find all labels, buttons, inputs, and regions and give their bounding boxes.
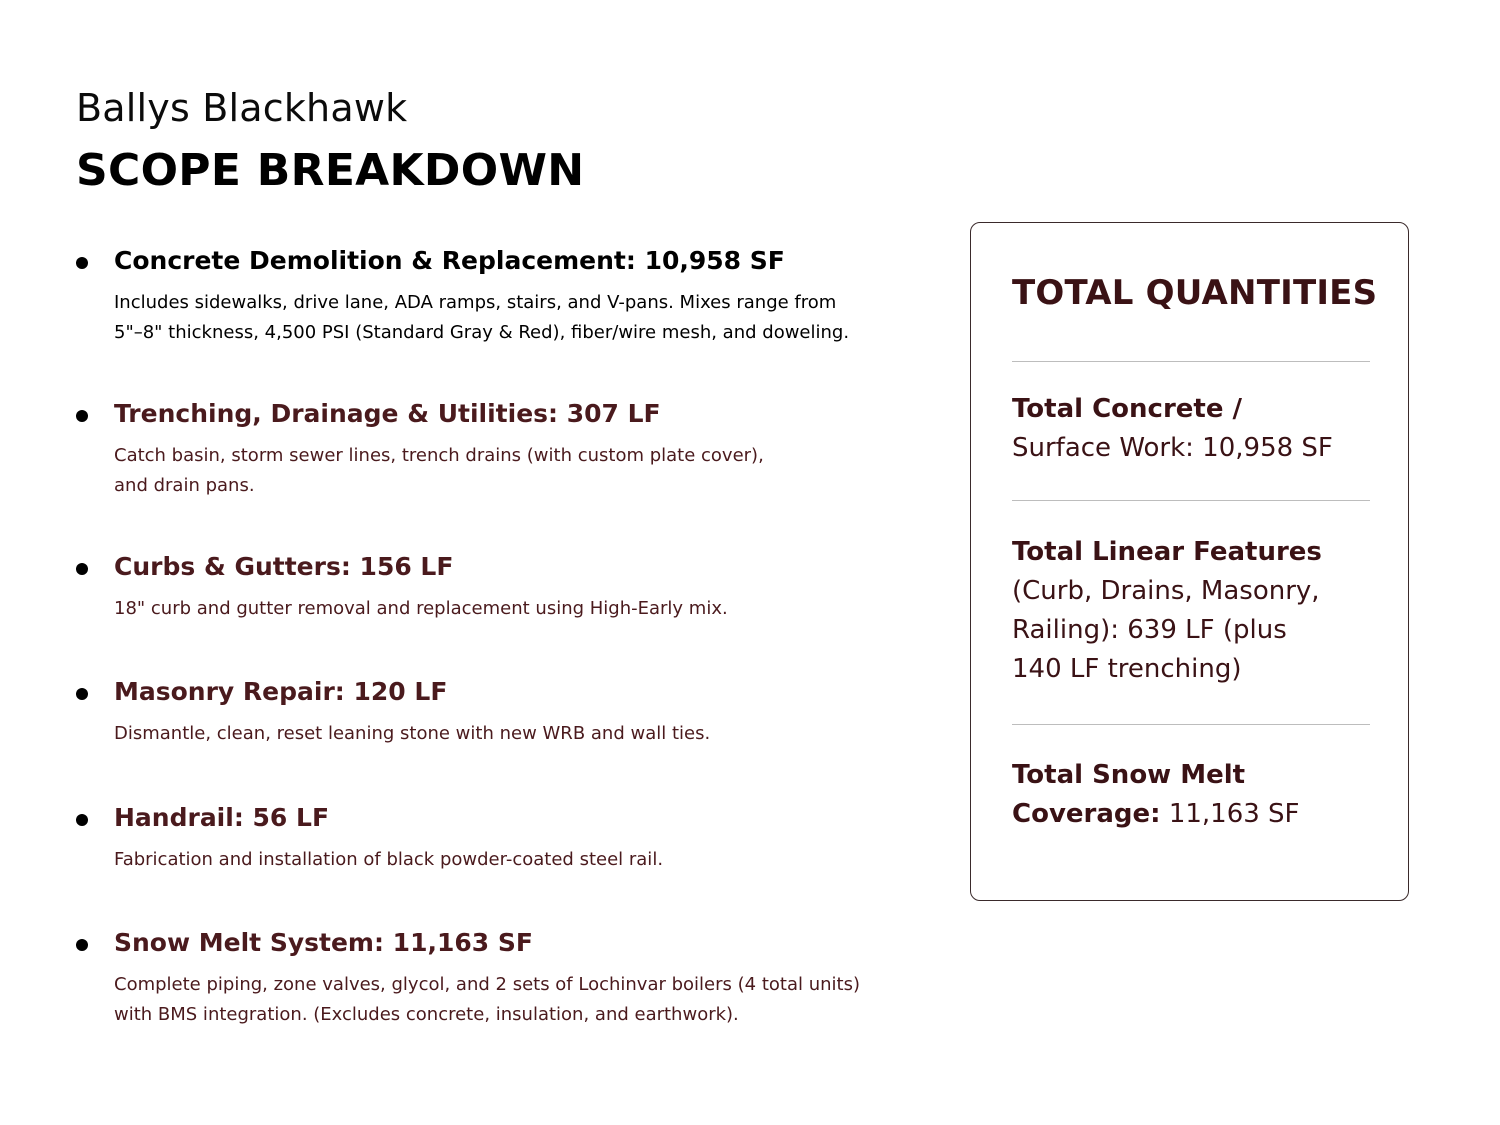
totals-title: TOTAL QUANTITIES bbox=[1012, 273, 1378, 313]
description-line: Includes sidewalks, drive lane, ADA ramps, stairs, and V-pans. Mixes range from bbox=[114, 292, 837, 313]
total-linear-line: 140 LF trenching) bbox=[1012, 654, 1242, 684]
scope-item-masonry bbox=[76, 673, 906, 749]
scope-item-heading: Masonry Repair: 120 LF bbox=[114, 677, 448, 706]
total-concrete bbox=[1012, 390, 1372, 468]
total-linear-line: (Curb, Drains, Masonry, bbox=[1012, 576, 1320, 606]
description-line: with BMS integration. (Excludes concrete, insulation, and earthwork). bbox=[114, 1004, 739, 1025]
bullet-icon bbox=[76, 939, 88, 951]
total-linear-features bbox=[1012, 533, 1372, 689]
scope-item-description bbox=[114, 970, 906, 1030]
description-line: Dismantle, clean, reset leaning stone with new WRB and wall ties. bbox=[114, 723, 711, 744]
scope-item-curbs bbox=[76, 548, 906, 624]
scope-item-description bbox=[114, 441, 906, 501]
scope-item-heading: Snow Melt System: 11,163 SF bbox=[114, 928, 533, 957]
total-snow-label: Coverage: bbox=[1012, 799, 1161, 829]
scope-item-heading: Curbs & Gutters: 156 LF bbox=[114, 552, 454, 581]
description-line: 18" curb and gutter removal and replacement using High-Early mix. bbox=[114, 598, 728, 619]
document-subtitle: Ballys Blackhawk bbox=[76, 86, 408, 130]
description-line: 5"–8" thickness, 4,500 PSI (Standard Gray & Red), fiber/wire mesh, and doweling. bbox=[114, 322, 850, 343]
bullet-icon bbox=[76, 257, 88, 269]
divider bbox=[1012, 724, 1370, 725]
description-line: Fabrication and installation of black powder-coated steel rail. bbox=[114, 849, 664, 870]
bullet-icon bbox=[76, 410, 88, 422]
divider bbox=[1012, 361, 1370, 362]
scope-item-description bbox=[114, 845, 906, 875]
scope-item-description bbox=[114, 288, 906, 348]
scope-item-snow-melt bbox=[76, 924, 906, 1030]
bullet-icon bbox=[76, 688, 88, 700]
total-linear-line: Railing): 639 LF (plus bbox=[1012, 615, 1287, 645]
scope-item-description bbox=[114, 719, 906, 749]
total-snow-melt bbox=[1012, 756, 1372, 834]
total-concrete-label: Total Concrete / bbox=[1012, 394, 1243, 424]
total-linear-label: Total Linear Features bbox=[1012, 537, 1322, 567]
scope-item-concrete bbox=[76, 242, 906, 348]
total-concrete-value: Surface Work: 10,958 SF bbox=[1012, 433, 1333, 463]
divider bbox=[1012, 500, 1370, 501]
description-line: Catch basin, storm sewer lines, trench drains (with custom plate cover), bbox=[114, 445, 764, 466]
scope-item-handrail bbox=[76, 799, 906, 875]
bullet-icon bbox=[76, 563, 88, 575]
scope-item-description bbox=[114, 594, 906, 624]
total-snow-value: 11,163 SF bbox=[1168, 799, 1300, 829]
scope-list bbox=[76, 242, 906, 1030]
scope-item-heading: Trenching, Drainage & Utilities: 307 LF bbox=[114, 399, 661, 428]
description-line: Complete piping, zone valves, glycol, and 2 sets of Lochinvar boilers (4 total units) bbox=[114, 974, 860, 995]
total-quantities-card bbox=[970, 222, 1409, 901]
scope-item-heading: Handrail: 56 LF bbox=[114, 803, 330, 832]
bullet-icon bbox=[76, 814, 88, 826]
description-line: and drain pans. bbox=[114, 475, 255, 496]
scope-item-trenching bbox=[76, 395, 906, 501]
scope-item-heading: Concrete Demolition & Replacement: 10,958 SF bbox=[114, 246, 785, 275]
page-title: SCOPE BREAKDOWN bbox=[76, 145, 585, 196]
total-snow-label: Total Snow Melt bbox=[1012, 760, 1246, 790]
